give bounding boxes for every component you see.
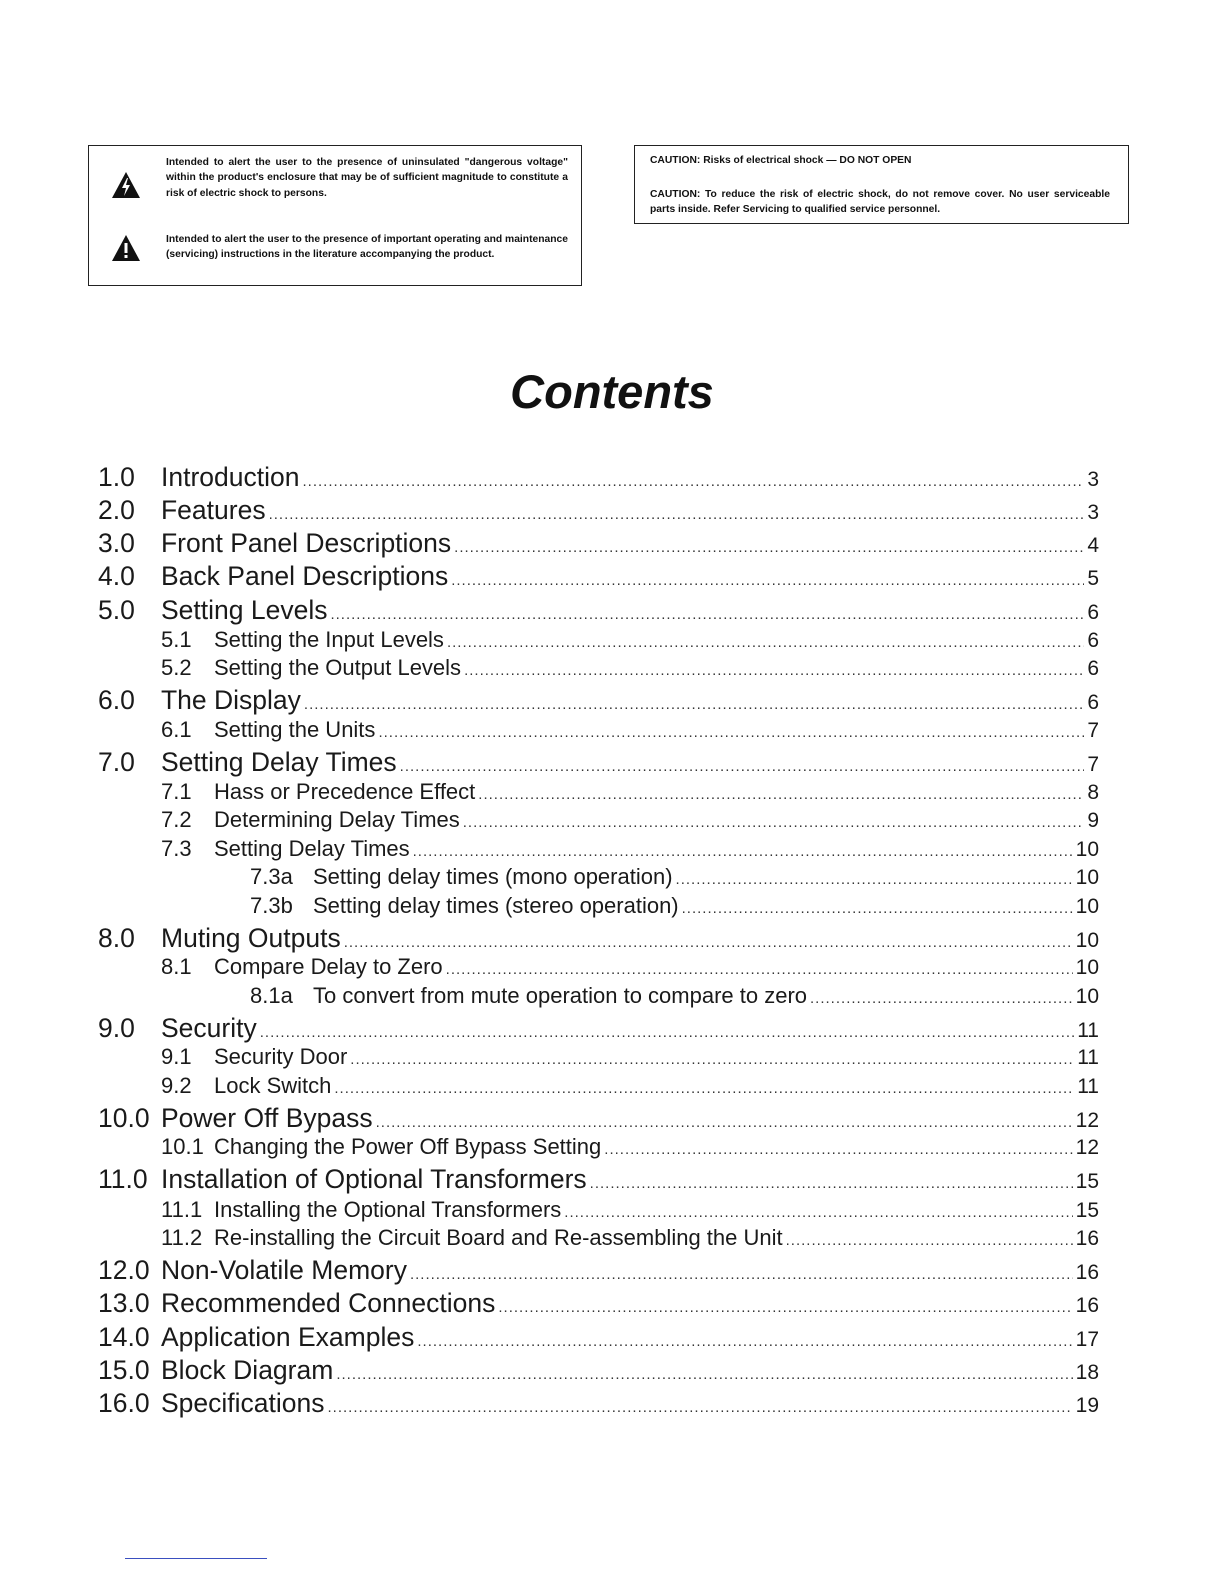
toc-entry-title: The Display bbox=[161, 685, 301, 715]
toc-entry-page: 18 bbox=[1075, 1361, 1099, 1384]
toc-entry bbox=[98, 685, 1099, 718]
toc-entry-page: 10 bbox=[1075, 929, 1099, 952]
toc-entry-title: Setting Delay Times bbox=[161, 747, 397, 777]
toc-entry-page: 15 bbox=[1075, 1170, 1099, 1193]
toc-entry bbox=[161, 1044, 1099, 1072]
toc-entry-page: 12 bbox=[1075, 1109, 1099, 1132]
toc-entry bbox=[98, 595, 1099, 628]
toc-dot-leader bbox=[400, 758, 1085, 775]
toc-entry-title: Muting Outputs bbox=[161, 923, 341, 953]
toc-entry-page: 9 bbox=[1087, 809, 1099, 832]
toc-dot-leader bbox=[334, 1080, 1074, 1097]
toc-entry-page: 10 bbox=[1075, 895, 1099, 918]
toc-dot-leader bbox=[260, 1024, 1074, 1041]
toc-entry-page: 16 bbox=[1075, 1261, 1099, 1284]
toc-dot-leader bbox=[676, 871, 1073, 888]
toc-entry-title: Setting delay times (stereo operation) bbox=[313, 893, 679, 918]
toc-entry bbox=[161, 1197, 1099, 1225]
toc-entry-page: 6 bbox=[1087, 691, 1099, 714]
toc-entry-page: 17 bbox=[1075, 1328, 1099, 1351]
toc-entry-title: Application Examples bbox=[161, 1322, 415, 1352]
toc-entry-title: Security Door bbox=[214, 1044, 348, 1069]
toc-entry-title: Setting the Units bbox=[214, 717, 376, 742]
toc-entry bbox=[161, 655, 1099, 683]
toc-entry bbox=[98, 462, 1099, 495]
toc-entry-title: To convert from mute operation to compare to zero bbox=[313, 983, 808, 1008]
toc-entry-number: 11.2 bbox=[161, 1225, 203, 1250]
toc-dot-leader bbox=[464, 662, 1084, 679]
toc-entry-page: 19 bbox=[1075, 1394, 1099, 1417]
toc-entry-page: 11 bbox=[1077, 1046, 1099, 1069]
toc-entry bbox=[161, 954, 1099, 982]
toc-entry bbox=[161, 717, 1099, 745]
toc-entry-title: Re-installing the Circuit Board and Re-assembling the Unit bbox=[214, 1225, 783, 1250]
toc-entry bbox=[98, 923, 1099, 956]
toc-entry-title: Introduction bbox=[161, 462, 300, 492]
toc-entry bbox=[98, 1103, 1099, 1136]
toc-entry-number: 6.1 bbox=[161, 717, 192, 742]
toc-entry-page: 10 bbox=[1075, 985, 1099, 1008]
toc-dot-leader bbox=[447, 634, 1084, 651]
toc-entry-number: 8.1a bbox=[250, 983, 293, 1008]
toc-entry-title: Setting Delay Times bbox=[214, 836, 410, 861]
toc-entry-number: 7.1 bbox=[161, 779, 192, 804]
toc-entry-number: 14.0 bbox=[98, 1322, 150, 1352]
toc-entry bbox=[98, 1355, 1099, 1388]
toc-dot-leader bbox=[454, 539, 1084, 556]
toc-entry bbox=[98, 1388, 1099, 1421]
toc-entry bbox=[161, 1134, 1099, 1162]
toc-entry-number: 7.3a bbox=[250, 864, 293, 889]
toc-entry-number: 8.0 bbox=[98, 923, 135, 953]
toc-entry-number: 5.0 bbox=[98, 595, 135, 625]
caution-cover-text: CAUTION: To reduce the risk of electric shock, do not remove cover. No user serviceable parts inside. Refer Servicing to qualified service personnel. bbox=[650, 189, 1110, 215]
toc-entry-number: 1.0 bbox=[98, 462, 135, 492]
toc-entry-title: Specifications bbox=[161, 1388, 325, 1418]
toc-entry-number: 10.0 bbox=[98, 1103, 150, 1133]
toc-entry-page: 7 bbox=[1087, 753, 1099, 776]
toc-entry bbox=[98, 495, 1099, 528]
toc-entry-number: 7.2 bbox=[161, 807, 192, 832]
toc-dot-leader bbox=[330, 606, 1084, 623]
toc-entry-page: 15 bbox=[1075, 1199, 1099, 1222]
toc-entry-page: 12 bbox=[1075, 1136, 1099, 1159]
toc-entry-page: 6 bbox=[1087, 657, 1099, 680]
toc-entry-page: 16 bbox=[1075, 1294, 1099, 1317]
toc-entry-number: 9.1 bbox=[161, 1044, 192, 1069]
caution-shock-text: CAUTION: Risks of electrical shock — DO NOT OPEN bbox=[650, 155, 912, 166]
toc-entry-title: Compare Delay to Zero bbox=[214, 954, 443, 979]
toc-entry-number: 13.0 bbox=[98, 1288, 150, 1318]
toc-dot-leader bbox=[269, 506, 1085, 523]
toc-entry-page: 11 bbox=[1077, 1019, 1099, 1042]
toc-entry-number: 5.1 bbox=[161, 627, 192, 652]
toc-dot-leader bbox=[378, 724, 1084, 741]
toc-entry-number: 5.2 bbox=[161, 655, 192, 680]
toc-entry-page: 11 bbox=[1077, 1075, 1099, 1098]
toc-entry-title: Features bbox=[161, 495, 266, 525]
toc-entry-title: Changing the Power Off Bypass Setting bbox=[214, 1134, 602, 1159]
toc-entry-number: 3.0 bbox=[98, 528, 135, 558]
toc-entry-number: 9.0 bbox=[98, 1013, 135, 1043]
toc-entry bbox=[98, 1255, 1099, 1288]
toc-entry-number: 7.3b bbox=[250, 893, 293, 918]
toc-entry-page: 3 bbox=[1087, 468, 1099, 491]
toc-entry bbox=[161, 836, 1099, 864]
toc-entry-page: 6 bbox=[1087, 629, 1099, 652]
toc-dot-leader bbox=[682, 900, 1073, 917]
toc-entry-title: Hass or Precedence Effect bbox=[214, 779, 476, 804]
toc-entry-title: Power Off Bypass bbox=[161, 1103, 373, 1133]
toc-dot-leader bbox=[328, 1399, 1073, 1416]
toc-dot-leader bbox=[463, 814, 1085, 831]
toc-entry-number: 10.1 bbox=[161, 1134, 204, 1159]
toc-entry-title: Non-Volatile Memory bbox=[161, 1255, 407, 1285]
toc-entry-number: 11.0 bbox=[98, 1164, 148, 1194]
toc-dot-leader bbox=[786, 1232, 1073, 1249]
toc-entry-title: Back Panel Descriptions bbox=[161, 561, 449, 591]
toc-entry-title: Setting delay times (mono operation) bbox=[313, 864, 673, 889]
toc-entry bbox=[98, 561, 1099, 594]
toc-entry-number: 9.2 bbox=[161, 1073, 192, 1098]
footer-rule bbox=[125, 1558, 267, 1559]
toc-entry-page: 10 bbox=[1075, 956, 1099, 979]
toc-dot-leader bbox=[410, 1266, 1073, 1283]
toc-dot-leader bbox=[304, 696, 1084, 713]
toc-entry bbox=[98, 1322, 1099, 1355]
toc-entry-number: 7.0 bbox=[98, 747, 135, 777]
toc-entry-title: Determining Delay Times bbox=[214, 807, 460, 832]
toc-entry-number: 7.3 bbox=[161, 836, 192, 861]
toc-dot-leader bbox=[413, 843, 1073, 860]
toc-entry-page: 3 bbox=[1087, 501, 1099, 524]
toc-dot-leader bbox=[417, 1333, 1072, 1350]
toc-entry-number: 8.1 bbox=[161, 954, 192, 979]
toc-entry-title: Recommended Connections bbox=[161, 1288, 496, 1318]
toc-dot-leader bbox=[451, 572, 1084, 589]
toc-entry bbox=[98, 1013, 1099, 1046]
toc-entry-page: 5 bbox=[1087, 567, 1099, 590]
toc-entry-number: 15.0 bbox=[98, 1355, 150, 1385]
toc-entry-number: 16.0 bbox=[98, 1388, 150, 1418]
toc-entry-number: 11.1 bbox=[161, 1197, 203, 1222]
toc-entry-page: 10 bbox=[1075, 866, 1099, 889]
toc-dot-leader bbox=[336, 1366, 1072, 1383]
toc-dot-leader bbox=[564, 1204, 1072, 1221]
toc-entry-page: 7 bbox=[1087, 719, 1099, 742]
toc-entry-title: Installing the Optional Transformers bbox=[214, 1197, 562, 1222]
toc-entry-page: 4 bbox=[1087, 534, 1099, 557]
toc-entry bbox=[98, 528, 1099, 561]
toc-dot-leader bbox=[446, 961, 1073, 978]
toc-entry bbox=[161, 807, 1099, 835]
exclamation-warning-text: Intended to alert the user to the presence of important operating and maintenance (servicing) instructions in the literature accompanying the product. bbox=[166, 234, 568, 261]
toc-entry-page: 10 bbox=[1075, 838, 1099, 861]
toc-entry bbox=[98, 1288, 1099, 1321]
toc-entry bbox=[98, 1164, 1099, 1197]
toc-entry-page: 6 bbox=[1087, 601, 1099, 624]
toc-entry-title: Lock Switch bbox=[214, 1073, 332, 1098]
toc-dot-leader bbox=[302, 473, 1084, 490]
toc-entry-number: 12.0 bbox=[98, 1255, 150, 1285]
toc-entry bbox=[250, 893, 1099, 921]
toc-dot-leader bbox=[350, 1051, 1074, 1068]
toc-entry bbox=[98, 747, 1099, 780]
toc-dot-leader bbox=[590, 1175, 1073, 1192]
toc-dot-leader bbox=[478, 786, 1084, 803]
toc-dot-leader bbox=[344, 934, 1073, 951]
toc-entry-title: Installation of Optional Transformers bbox=[161, 1164, 587, 1194]
toc-entry-title: Block Diagram bbox=[161, 1355, 334, 1385]
toc-dot-leader bbox=[376, 1114, 1073, 1131]
toc-entry-number: 6.0 bbox=[98, 685, 135, 715]
toc-entry-number: 4.0 bbox=[98, 561, 135, 591]
toc-entry-title: Security bbox=[161, 1013, 257, 1043]
toc-entry bbox=[161, 1073, 1099, 1101]
toc-entry-page: 8 bbox=[1087, 781, 1099, 804]
toc-entry bbox=[250, 864, 1099, 892]
page-title: Contents bbox=[510, 365, 714, 418]
toc-dot-leader bbox=[498, 1299, 1072, 1316]
toc-dot-leader bbox=[810, 990, 1073, 1007]
toc-entry-title: Front Panel Descriptions bbox=[161, 528, 452, 558]
toc-entry-title: Setting Levels bbox=[161, 595, 328, 625]
toc-entry-title: Setting the Input Levels bbox=[214, 627, 444, 652]
toc-entry bbox=[250, 983, 1099, 1011]
toc-entry-number: 2.0 bbox=[98, 495, 135, 525]
lightning-warning-text: Intended to alert the user to the presence of uninsulated "dangerous voltage" within the product's enclosure that may be of sufficient magnitude to constitute a risk of electric shock to persons. bbox=[166, 157, 568, 199]
toc-entry bbox=[161, 779, 1099, 807]
toc-entry-title: Setting the Output Levels bbox=[214, 655, 462, 680]
toc-entry-page: 16 bbox=[1075, 1227, 1099, 1250]
toc-entry bbox=[161, 627, 1099, 655]
toc-dot-leader bbox=[604, 1141, 1072, 1158]
toc-entry bbox=[161, 1225, 1099, 1253]
